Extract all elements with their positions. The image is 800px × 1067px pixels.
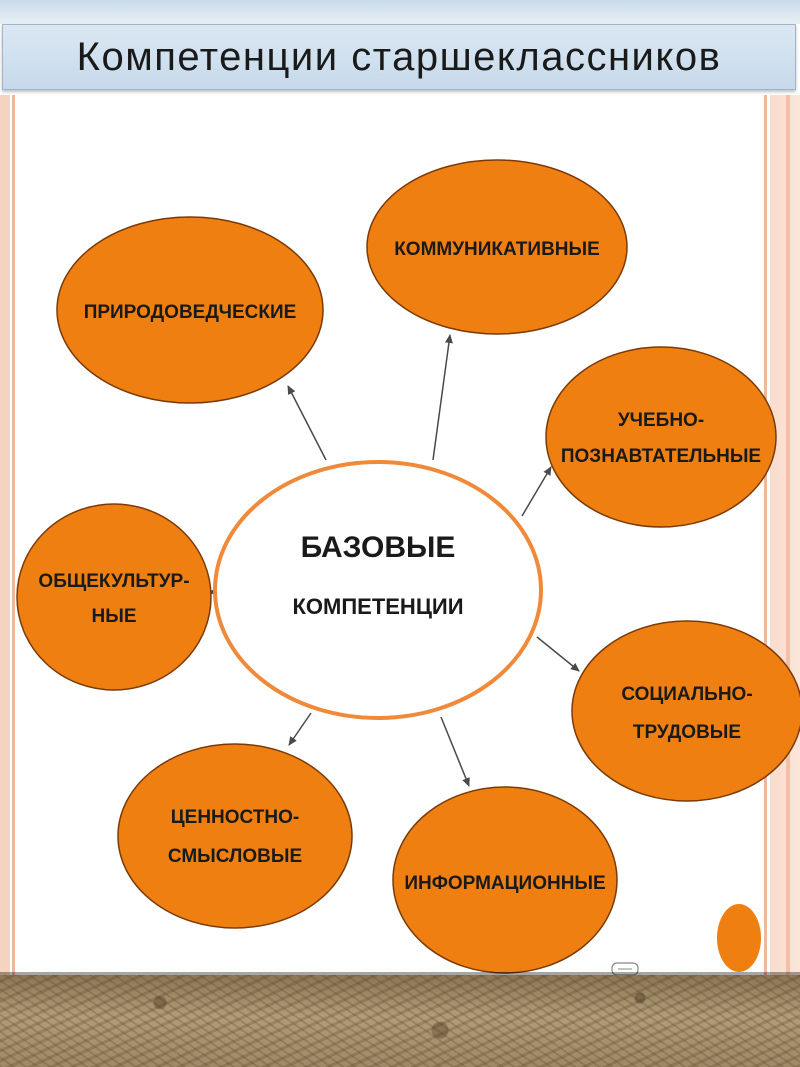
node-informacionnye	[393, 787, 617, 973]
arrow-to-kommunikativnye	[433, 335, 450, 460]
node-label-socialno-2: ТРУДОВЫЕ	[632, 722, 742, 743]
center-label-line1: БАЗОВЫЕ	[300, 531, 456, 564]
corner-orange-blob	[717, 904, 761, 972]
node-label-obschekulturnye-2: НЫЕ	[91, 606, 137, 627]
node-label-prirodovedcheskie: ПРИРОДОВЕДЧЕСКИЕ	[83, 302, 297, 323]
arrow-to-informacionnye	[441, 717, 469, 786]
arrow-to-cennostno	[289, 713, 311, 745]
node-label-uchebno-2: ПОЗНАВТАТЕЛЬНЫЕ	[560, 446, 762, 467]
page-title: Компетенции старшеклассников	[76, 35, 722, 79]
node-uchebno-poznavatelnye	[546, 347, 776, 527]
node-label-cennostno-1: ЦЕННОСТНО-	[170, 807, 300, 828]
node-kommunikativnye	[367, 160, 627, 334]
node-socialno-trudovye	[572, 621, 800, 801]
node-cennostno-smyslovye	[118, 744, 352, 928]
node-label-socialno-1: СОЦИАЛЬНО-	[621, 684, 753, 705]
arrow-to-socialno	[537, 637, 579, 671]
ground-texture-strip	[0, 975, 800, 1067]
node-obschekulturnye	[17, 504, 211, 690]
node-label-obschekulturnye-1: ОБЩЕКУЛЬТУР-	[38, 571, 190, 592]
node-label-kommunikativnye: КОММУНИКАТИВНЫЕ	[394, 239, 600, 260]
arrow-to-uchebno	[522, 467, 551, 516]
node-label-uchebno-1: УЧЕБНО-	[617, 410, 705, 431]
node-bazovye-kompetencii	[215, 462, 541, 718]
node-label-cennostno-2: СМЫСЛОВЫЕ	[167, 846, 303, 867]
arrow-to-prirodovedcheskie	[288, 386, 326, 460]
node-prirodovedcheskie	[57, 217, 323, 403]
node-label-informacionnye: ИНФОРМАЦИОННЫЕ	[404, 873, 606, 894]
center-label-line2: КОМПЕТЕНЦИИ	[292, 594, 464, 619]
